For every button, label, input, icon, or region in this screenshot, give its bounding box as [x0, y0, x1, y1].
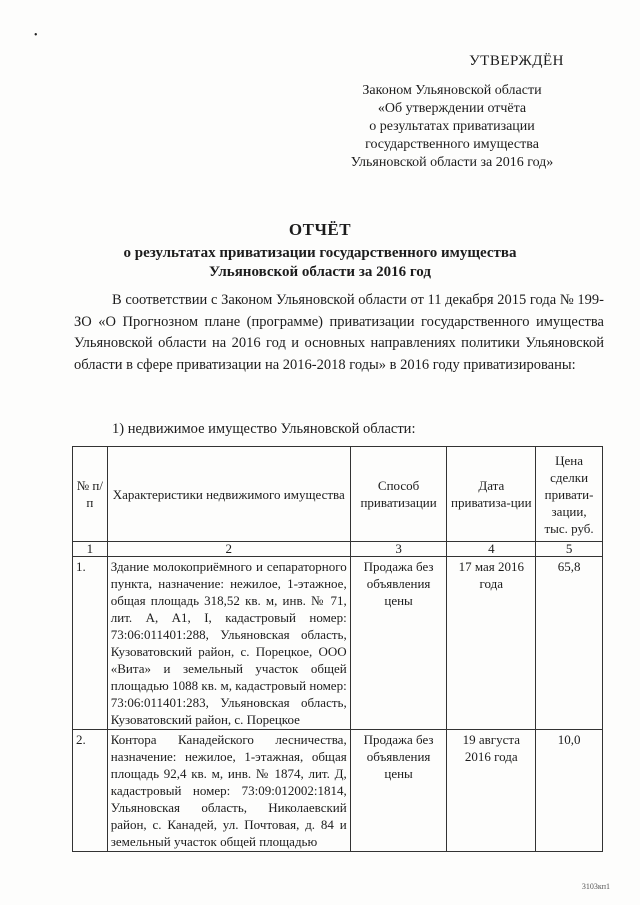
approval-line: Ульяновской области за 2016 год»: [350, 155, 554, 170]
column-number: 3: [350, 542, 447, 557]
column-number: 4: [447, 542, 536, 557]
column-number-row: [73, 542, 603, 557]
title-line: о результатах приватизации государственного имущества: [123, 245, 517, 261]
approval-line: о результатах приватизации: [369, 119, 535, 134]
column-number: 1: [73, 542, 108, 557]
column-number: 5: [536, 542, 603, 557]
title-line: Ульяновской области за 2016 год: [209, 264, 431, 280]
table-header-row: [73, 447, 603, 542]
margin-mark: •: [34, 30, 38, 41]
deal-price: 65,8: [536, 557, 603, 730]
property-description: Контора Канадейского лесничества, назначение: нежилое, 1-этажная, общая площадь 92,4 кв. м, инв. № 1874, лит. Д, кадастровый номер: 73:09:012002:1814, Ульяновская область, Николаевский район, с. Канадей, ул. Почтовая, д. 84 и земельный участок общей площадью: [107, 730, 350, 852]
header-number: № п/п: [73, 447, 108, 542]
header-method: Способ приватизации: [350, 447, 447, 542]
approval-block: [322, 52, 582, 172]
approval-heading: УТВЕРЖДЁН: [469, 53, 564, 69]
approval-line: «Об утверждении отчёта: [377, 101, 527, 116]
privatization-date: 17 мая 2016 года: [447, 557, 536, 730]
header-price: Цена сделки привати-зации, тыс. руб.: [536, 447, 603, 542]
property-description: Здание молокоприёмного и сепараторного пункта, назначение: нежилое, 1-этажное, общая площадь 318,52 кв. м, инв. № 71, лит. А, А1, I, кадастровый номер: 73:06:011401:288, Ульяновская область, Кузоватовский район, с. Порецкое, ООО «Вита» и земельный участок общей площадью 1088 кв. м, кадастровый номер: 73:06:011401:283, Ульяновская область, Кузоватовский район, с. Порецкое: [107, 557, 350, 730]
privatization-table: [72, 446, 603, 852]
privatization-date: 19 августа 2016 года: [447, 730, 536, 852]
row-number: 2.: [73, 730, 108, 852]
document-title: [60, 220, 580, 282]
title-main: ОТЧЁТ: [288, 220, 352, 239]
privatization-method: Продажа без объявления цены: [350, 730, 447, 852]
approval-line: Законом Ульяновской области: [362, 83, 542, 98]
table-row: [73, 557, 603, 730]
intro-paragraph: В соответствии с Законом Ульяновской области от 11 декабря 2015 года № 199-ЗО «О Прогнозном плане (программе) приватизации государственного имущества Ульяновской области на 2016 год и основных направлениях политики Ульяновской области в сфере приватизации на 2016-2018 годы» в 2016 году приватизированы:: [74, 292, 604, 373]
approval-line: государственного имущества: [365, 137, 539, 152]
table-row: [73, 730, 603, 852]
column-number: 2: [107, 542, 350, 557]
deal-price: 10,0: [536, 730, 603, 852]
privatization-method: Продажа без объявления цены: [350, 557, 447, 730]
section-heading: 1) недвижимое имущество Ульяновской области:: [112, 421, 416, 437]
footer-code: 3103кп1: [581, 882, 610, 891]
header-date: Дата приватиза-ции: [447, 447, 536, 542]
header-characteristics: Характеристики недвижимого имущества: [107, 447, 350, 542]
row-number: 1.: [73, 557, 108, 730]
